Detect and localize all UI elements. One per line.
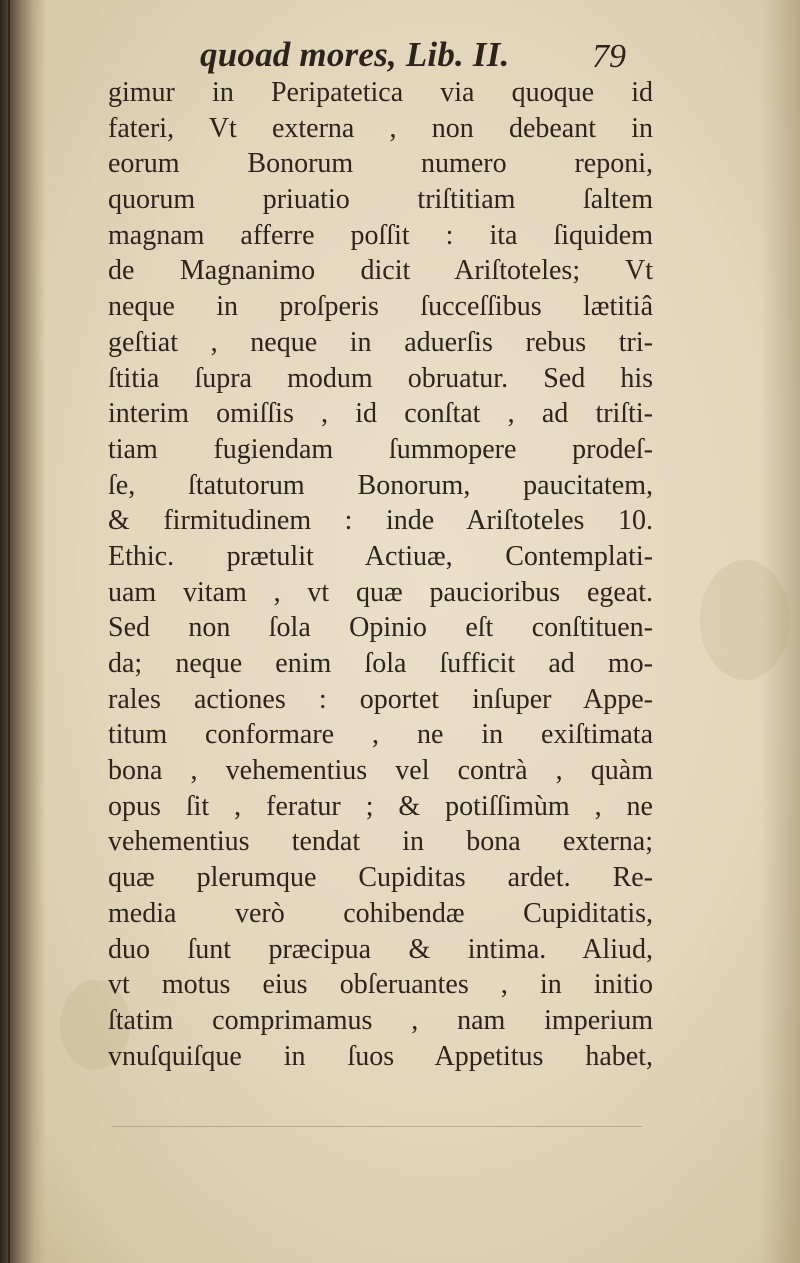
text-line: ſtitia ſupra modum obruatur. Sed his: [108, 362, 653, 394]
text-line: opus ſit , feratur ; & potiſſimùm , ne: [108, 790, 653, 822]
text-line: vehementius tendat in bona externa;: [108, 826, 653, 858]
text-line: magnam afferre poſſit : ita ſiquidem: [108, 219, 653, 251]
text-line: ſe, ſtatutorum Bonorum, paucitatem,: [108, 469, 653, 501]
text-line: quæ plerumque Cupiditas ardet. Re-: [108, 862, 653, 894]
text-line: fateri, Vt externa , non debeant in: [108, 112, 653, 144]
page-number: 79: [592, 38, 626, 75]
text-line: tiam fugiendam ſummopere prodeſ-: [108, 433, 653, 465]
text-line: gimur in Peripatetica via quoque id: [108, 77, 653, 108]
text-line: bona , vehementius vel contrà , quàm: [108, 755, 653, 787]
text-line: Sed non ſola Opinio eſt conſtituen-: [108, 612, 653, 644]
text-line: da; neque enim ſola ſufficit ad mo-: [108, 648, 653, 679]
text-line: de Magnanimo dicit Ariſtoteles; Vt: [108, 255, 653, 287]
text-line: Ethic. prætulit Actiuæ, Contemplati-: [108, 540, 653, 572]
text-line: rales actiones : oportet inſuper Appe-: [108, 683, 653, 715]
text-line: media verò cohibendæ Cupiditatis,: [108, 897, 653, 929]
text-line: vt motus eius obſeruantes , in initio: [108, 969, 653, 1001]
text-line: vnuſquiſque in ſuos Appetitus habet,: [108, 1040, 653, 1072]
text-line: neque in proſperis ſucceſſibus lætitiâ: [108, 291, 653, 323]
text-line: quorum priuatio triſtitiam ſaltem: [108, 184, 653, 216]
running-head: quoad mores, Lib. II.: [200, 35, 510, 74]
paper-stain: [700, 560, 790, 680]
text-line: eorum Bonorum numero reponi,: [108, 148, 653, 180]
page-bottom-rule: [112, 1126, 642, 1127]
body-text: [108, 75, 653, 1074]
text-line: geſtiat , neque in aduerſis rebus tri-: [108, 326, 653, 358]
text-line: duo ſunt præcipua & intima. Aliud,: [108, 933, 653, 965]
binding-edge: [8, 0, 10, 1263]
page-gutter-shadow: [0, 0, 46, 1263]
text-line: uam vitam , vt quæ paucioribus egeat.: [108, 576, 653, 608]
text-line: & firmitudinem : inde Ariſtoteles 10.: [108, 505, 653, 537]
text-line: interim omiſſis , id conſtat , ad triſti-: [108, 398, 653, 430]
text-line: ſtatim comprimamus , nam imperium: [108, 1004, 653, 1036]
text-line: titum conformare , ne in exiſtimata: [108, 719, 653, 751]
